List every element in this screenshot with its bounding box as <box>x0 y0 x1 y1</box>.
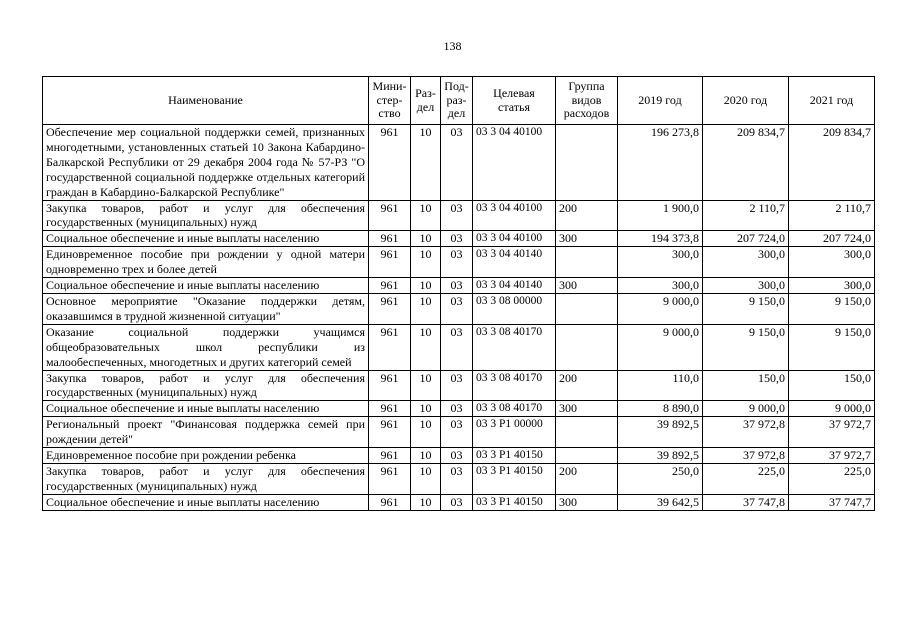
ministry-code: 961 <box>369 401 411 417</box>
expense-group: 300 <box>556 231 618 247</box>
amount-2021: 9 150,0 <box>789 324 875 370</box>
target-article: 03 3 Р1 40150 <box>473 463 556 494</box>
row-name: Единовременное пособие при рождении ребенка <box>43 448 369 464</box>
header-row <box>43 77 875 125</box>
table-row <box>43 293 875 324</box>
section-code: 10 <box>411 401 441 417</box>
amount-2020: 207 724,0 <box>703 231 789 247</box>
subsection-code: 03 <box>441 125 473 201</box>
page-number: 138 <box>443 39 462 53</box>
amount-2019: 194 373,8 <box>618 231 703 247</box>
amount-2019: 250,0 <box>618 463 703 494</box>
amount-2019: 300,0 <box>618 278 703 294</box>
subsection-code: 03 <box>441 200 473 231</box>
ministry-code: 961 <box>369 247 411 278</box>
section-code: 10 <box>411 370 441 401</box>
section-code: 10 <box>411 125 441 201</box>
amount-2021: 225,0 <box>789 463 875 494</box>
subsection-code: 03 <box>441 278 473 294</box>
amount-2020: 9 000,0 <box>703 401 789 417</box>
row-name: Основное мероприятие "Оказание поддержки детям, оказавшимся в трудной жизненной ситуации" <box>43 293 369 324</box>
table-row <box>43 417 875 448</box>
expense-group: 200 <box>556 370 618 401</box>
row-name: Социальное обеспечение и иные выплаты населению <box>43 278 369 294</box>
amount-2020: 37 747,8 <box>703 494 789 510</box>
table-row <box>43 494 875 510</box>
section-code: 10 <box>411 231 441 247</box>
amount-2019: 8 890,0 <box>618 401 703 417</box>
amount-2021: 300,0 <box>789 247 875 278</box>
section-code: 10 <box>411 200 441 231</box>
table-row <box>43 278 875 294</box>
header-expense-group: Группа видов расходов <box>556 77 618 125</box>
amount-2021: 2 110,7 <box>789 200 875 231</box>
section-code: 10 <box>411 494 441 510</box>
header-2021: 2021 год <box>789 77 875 125</box>
target-article: 03 3 08 40170 <box>473 370 556 401</box>
ministry-code: 961 <box>369 293 411 324</box>
budget-table <box>42 76 875 511</box>
table-row <box>43 125 875 201</box>
section-code: 10 <box>411 448 441 464</box>
header-name: Наименование <box>43 77 369 125</box>
ministry-code: 961 <box>369 278 411 294</box>
subsection-code: 03 <box>441 417 473 448</box>
row-name: Социальное обеспечение и иные выплаты населению <box>43 494 369 510</box>
amount-2019: 196 273,8 <box>618 125 703 201</box>
ministry-code: 961 <box>369 370 411 401</box>
ministry-code: 961 <box>369 417 411 448</box>
header-2020: 2020 год <box>703 77 789 125</box>
amount-2021: 9 000,0 <box>789 401 875 417</box>
expense-group <box>556 247 618 278</box>
section-code: 10 <box>411 324 441 370</box>
target-article: 03 3 Р1 40150 <box>473 448 556 464</box>
amount-2021: 300,0 <box>789 278 875 294</box>
amount-2020: 300,0 <box>703 247 789 278</box>
subsection-code: 03 <box>441 370 473 401</box>
header-ministry: Мини- стер- ство <box>369 77 411 125</box>
expense-group <box>556 293 618 324</box>
ministry-code: 961 <box>369 125 411 201</box>
ministry-code: 961 <box>369 324 411 370</box>
amount-2021: 209 834,7 <box>789 125 875 201</box>
table-row <box>43 448 875 464</box>
amount-2020: 9 150,0 <box>703 293 789 324</box>
amount-2020: 225,0 <box>703 463 789 494</box>
target-article: 03 3 Р1 00000 <box>473 417 556 448</box>
amount-2019: 39 892,5 <box>618 448 703 464</box>
table-row <box>43 200 875 231</box>
section-code: 10 <box>411 463 441 494</box>
header-target-article: Целевая статья <box>473 77 556 125</box>
table-row <box>43 370 875 401</box>
amount-2020: 37 972,8 <box>703 417 789 448</box>
amount-2021: 37 747,7 <box>789 494 875 510</box>
table-row <box>43 247 875 278</box>
header-subsection: Под- раз- дел <box>441 77 473 125</box>
subsection-code: 03 <box>441 448 473 464</box>
table-row <box>43 324 875 370</box>
expense-group <box>556 417 618 448</box>
table-row <box>43 463 875 494</box>
amount-2019: 39 642,5 <box>618 494 703 510</box>
amount-2020: 209 834,7 <box>703 125 789 201</box>
row-name: Обеспечение мер социальной поддержки семей, признанных многодетными, установленных статьей 10 Закона Кабардино-Балкарской Республики от 29 декабря 2004 года № 57-РЗ "О государственной социальной поддержке отдельных категорий граждан в Кабардино-Балкарской Республике" <box>43 125 369 201</box>
header-2019: 2019 год <box>618 77 703 125</box>
section-code: 10 <box>411 293 441 324</box>
subsection-code: 03 <box>441 324 473 370</box>
target-article: 03 3 08 00000 <box>473 293 556 324</box>
target-article: 03 3 04 40100 <box>473 231 556 247</box>
ministry-code: 961 <box>369 448 411 464</box>
subsection-code: 03 <box>441 293 473 324</box>
amount-2020: 150,0 <box>703 370 789 401</box>
amount-2019: 1 900,0 <box>618 200 703 231</box>
amount-2019: 110,0 <box>618 370 703 401</box>
target-article: 03 3 04 40100 <box>473 125 556 201</box>
expense-group: 300 <box>556 278 618 294</box>
table-row <box>43 401 875 417</box>
row-name: Оказание социальной поддержки учащимся общеобразовательных школ республики из малообеспеченных, многодетных и других категорий семей <box>43 324 369 370</box>
amount-2021: 9 150,0 <box>789 293 875 324</box>
subsection-code: 03 <box>441 247 473 278</box>
row-name: Социальное обеспечение и иные выплаты населению <box>43 231 369 247</box>
amount-2021: 150,0 <box>789 370 875 401</box>
row-name: Региональный проект "Финансовая поддержка семей при рождении детей" <box>43 417 369 448</box>
header-section: Раз- дел <box>411 77 441 125</box>
expense-group: 200 <box>556 200 618 231</box>
section-code: 10 <box>411 247 441 278</box>
table-row <box>43 231 875 247</box>
target-article: 03 3 08 40170 <box>473 324 556 370</box>
subsection-code: 03 <box>441 401 473 417</box>
amount-2019: 9 000,0 <box>618 293 703 324</box>
expense-group: 300 <box>556 401 618 417</box>
target-article: 03 3 04 40100 <box>473 200 556 231</box>
target-article: 03 3 04 40140 <box>473 247 556 278</box>
amount-2020: 2 110,7 <box>703 200 789 231</box>
expense-group <box>556 324 618 370</box>
expense-group: 200 <box>556 463 618 494</box>
subsection-code: 03 <box>441 463 473 494</box>
amount-2021: 207 724,0 <box>789 231 875 247</box>
target-article: 03 3 04 40140 <box>473 278 556 294</box>
subsection-code: 03 <box>441 494 473 510</box>
ministry-code: 961 <box>369 200 411 231</box>
amount-2019: 9 000,0 <box>618 324 703 370</box>
amount-2020: 37 972,8 <box>703 448 789 464</box>
row-name: Социальное обеспечение и иные выплаты населению <box>43 401 369 417</box>
amount-2020: 300,0 <box>703 278 789 294</box>
section-code: 10 <box>411 278 441 294</box>
ministry-code: 961 <box>369 494 411 510</box>
amount-2021: 37 972,7 <box>789 417 875 448</box>
row-name: Закупка товаров, работ и услуг для обеспечения государственных (муниципальных) нужд <box>43 200 369 231</box>
expense-group <box>556 448 618 464</box>
row-name: Закупка товаров, работ и услуг для обеспечения государственных (муниципальных) нужд <box>43 370 369 401</box>
amount-2021: 37 972,7 <box>789 448 875 464</box>
expense-group <box>556 125 618 201</box>
row-name: Единовременное пособие при рождении у одной матери одновременно трех и более детей <box>43 247 369 278</box>
amount-2020: 9 150,0 <box>703 324 789 370</box>
expense-group: 300 <box>556 494 618 510</box>
ministry-code: 961 <box>369 463 411 494</box>
section-code: 10 <box>411 417 441 448</box>
amount-2019: 300,0 <box>618 247 703 278</box>
target-article: 03 3 Р1 40150 <box>473 494 556 510</box>
ministry-code: 961 <box>369 231 411 247</box>
row-name: Закупка товаров, работ и услуг для обеспечения государственных (муниципальных) нужд <box>43 463 369 494</box>
amount-2019: 39 892,5 <box>618 417 703 448</box>
subsection-code: 03 <box>441 231 473 247</box>
target-article: 03 3 08 40170 <box>473 401 556 417</box>
